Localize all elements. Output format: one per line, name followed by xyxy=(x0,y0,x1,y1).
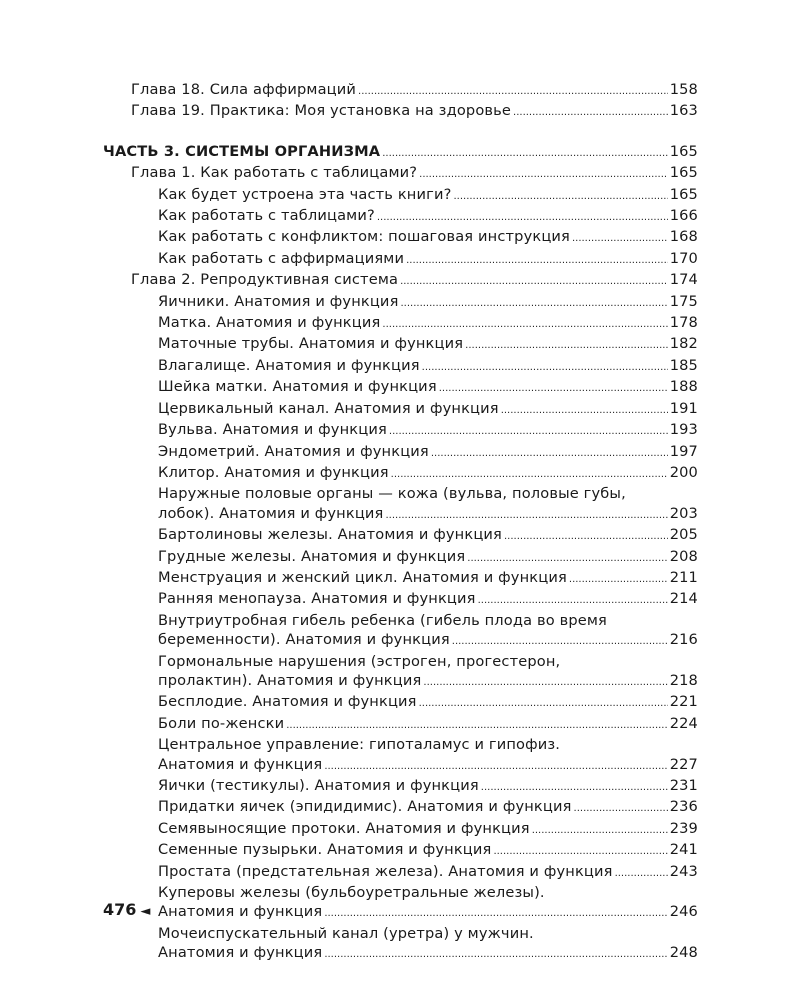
toc-section-entry[interactable] xyxy=(0,313,800,334)
toc-section-entry[interactable] xyxy=(0,504,800,525)
toc-entry-page: 203 xyxy=(669,504,698,522)
dot-leader xyxy=(419,692,668,713)
toc-section-entry[interactable] xyxy=(0,692,800,713)
toc-entry-lead-line xyxy=(0,652,800,671)
toc-entry-page: 158 xyxy=(669,81,698,98)
dot-leader xyxy=(422,356,668,377)
dot-leader xyxy=(504,525,668,546)
toc-entry-page: 241 xyxy=(669,841,698,859)
toc-entry-title: Цервикальный канал. Анатомия и функция xyxy=(158,399,499,417)
toc-entry-page: 163 xyxy=(669,102,698,120)
toc-section-entry[interactable] xyxy=(0,399,800,420)
toc-section-entry[interactable] xyxy=(0,589,800,610)
dot-leader xyxy=(400,270,668,291)
left-arrow-icon: ◄ xyxy=(140,904,151,919)
toc-section-entry[interactable] xyxy=(0,547,800,568)
toc-chapter-entry[interactable] xyxy=(0,101,800,122)
dot-leader xyxy=(532,819,668,840)
dot-leader xyxy=(572,227,668,248)
toc-entry-title: Влагалище. Анатомия и функция xyxy=(158,356,420,374)
toc-entry-page: 185 xyxy=(669,356,698,374)
dot-leader xyxy=(615,862,668,883)
dot-leader xyxy=(439,377,668,398)
toc-section-entry[interactable] xyxy=(0,819,800,840)
toc-section-entry[interactable] xyxy=(0,840,800,861)
toc-entry-title: Анатомия и функция xyxy=(158,755,323,773)
dot-leader xyxy=(382,142,667,163)
toc-entry-title: Глава 18. Сила аффирмаций xyxy=(131,81,357,98)
dot-leader xyxy=(419,163,668,184)
toc-section-entry[interactable] xyxy=(0,568,800,589)
dot-leader xyxy=(377,206,668,227)
toc-entry-title: Шейка матки. Анатомия и функция xyxy=(158,378,437,396)
toc-entry-page: 188 xyxy=(669,378,698,396)
toc-entry-title: Боли по-женски xyxy=(158,714,285,732)
dot-leader xyxy=(382,313,667,334)
toc-entry-page: 211 xyxy=(669,568,698,586)
dot-leader xyxy=(465,334,668,355)
toc-entry-page: 170 xyxy=(669,249,698,267)
toc-section-entry[interactable] xyxy=(0,630,800,651)
toc-entry-lead-line xyxy=(0,924,800,943)
toc-entry-page: 218 xyxy=(669,671,698,689)
dot-leader xyxy=(391,463,668,484)
dot-leader xyxy=(406,249,668,270)
toc-entry-lead-text: Наружные половые органы — кожа (вульва, половые губы, xyxy=(158,485,626,503)
toc-chapter-entry[interactable] xyxy=(0,163,800,184)
toc-entry-page: 205 xyxy=(669,526,698,544)
toc-entry-lead-line xyxy=(0,611,800,630)
toc-entry-title: Грудные железы. Анатомия и функция xyxy=(158,547,466,565)
toc-entry-page: 236 xyxy=(669,798,698,816)
toc-entry-title: пролактин). Анатомия и функция xyxy=(158,671,422,689)
toc-entry-page: 231 xyxy=(669,777,698,794)
toc-section-entry[interactable] xyxy=(0,943,800,964)
toc-entry-title: Простата (предстательная железа). Анатомия и функция xyxy=(158,862,613,880)
toc-entry-page: 224 xyxy=(669,714,698,732)
dot-leader xyxy=(478,589,668,610)
dot-leader xyxy=(358,80,668,101)
toc-entry-title: Анатомия и функция xyxy=(158,944,323,962)
toc-section-entry[interactable] xyxy=(0,776,800,797)
toc-entry-title: беременности). Анатомия и функция xyxy=(158,631,450,649)
table-of-contents xyxy=(0,80,800,965)
toc-entry-title: Как работать с аффирмациями xyxy=(158,249,405,267)
toc-entry-title: Как работать с таблицами? xyxy=(158,207,375,225)
toc-entry-title: Анатомия и функция xyxy=(158,903,323,921)
toc-entry-title: Глава 1. Как работать с таблицами? xyxy=(131,164,418,182)
dot-leader xyxy=(389,420,668,441)
toc-entry-lead-line xyxy=(0,484,800,503)
toc-entry-page: 197 xyxy=(669,442,698,460)
page-footer xyxy=(103,900,150,919)
dot-leader xyxy=(513,101,668,122)
toc-entry-title: лобок). Анатомия и функция xyxy=(158,504,384,522)
page-number: 476 xyxy=(103,900,137,919)
toc-entry-page: 214 xyxy=(669,590,698,608)
toc-entry-page: 168 xyxy=(669,228,698,246)
toc-section-entry[interactable] xyxy=(0,463,800,484)
dot-leader xyxy=(324,755,667,776)
toc-part-heading[interactable] xyxy=(0,142,800,163)
toc-entry-page: 239 xyxy=(669,819,698,837)
toc-section-entry[interactable] xyxy=(0,755,800,776)
dot-leader xyxy=(401,292,668,313)
toc-entry-page: 193 xyxy=(669,421,698,439)
toc-entry-page: 165 xyxy=(669,142,698,160)
toc-entry-title: Менструация и женский цикл. Анатомия и функция xyxy=(158,568,567,586)
toc-entry-page: 221 xyxy=(669,693,698,711)
toc-entry-title: Бесплодие. Анатомия и функция xyxy=(158,693,417,711)
toc-entry-page: 175 xyxy=(669,292,698,310)
toc-entry-title: Матка. Анатомия и функция xyxy=(158,314,381,332)
toc-entry-page: 243 xyxy=(669,862,698,880)
toc-entry-title: Бартолиновы железы. Анатомия и функция xyxy=(158,526,502,544)
toc-entry-lead-text: Мочеиспускательный канал (уретра) у мужчин. xyxy=(158,924,534,942)
toc-entry-title: Вульва. Анатомия и функция xyxy=(158,421,387,439)
toc-entry-lead-text: Гормональные нарушения (эстроген, прогестерон, xyxy=(158,652,561,670)
toc-section-entry[interactable] xyxy=(0,292,800,313)
toc-entry-page: 216 xyxy=(669,631,698,649)
toc-entry-page: 191 xyxy=(669,399,698,417)
toc-entry-title: Яички (тестикулы). Анатомия и функция xyxy=(158,777,479,794)
dot-leader xyxy=(452,630,668,651)
toc-entry-title: Эндометрий. Анатомия и функция xyxy=(158,442,429,460)
dot-leader xyxy=(493,840,667,861)
dot-leader xyxy=(467,547,667,568)
toc-entry-title: Клитор. Анатомия и функция xyxy=(158,463,389,481)
dot-leader xyxy=(423,671,667,692)
toc-entry-page: 227 xyxy=(669,755,698,773)
dot-leader xyxy=(453,185,667,206)
toc-section-entry[interactable] xyxy=(0,377,800,398)
toc-entry-title: Глава 19. Практика: Моя установка на здоровье xyxy=(131,102,512,120)
toc-section-entry[interactable] xyxy=(0,206,800,227)
toc-entry-page: 166 xyxy=(669,207,698,225)
toc-entry-title: Как будет устроена эта часть книги? xyxy=(158,185,452,203)
toc-entry-lead-text: Куперовы железы (бульбоуретральные железы). xyxy=(158,884,545,902)
dot-leader xyxy=(574,797,668,818)
dot-leader xyxy=(501,399,668,420)
toc-section-entry[interactable] xyxy=(0,714,800,735)
toc-entry-page: 174 xyxy=(669,271,698,289)
toc-entry-lead-line xyxy=(0,735,800,754)
dot-leader xyxy=(324,943,667,964)
toc-entry-page: 248 xyxy=(669,944,698,962)
toc-section-entry[interactable] xyxy=(0,797,800,818)
toc-entry-page: 182 xyxy=(669,335,698,353)
toc-section-entry[interactable] xyxy=(0,862,800,883)
toc-section-entry[interactable] xyxy=(0,442,800,463)
toc-section-entry[interactable] xyxy=(0,249,800,270)
toc-entry-title: Ранняя менопауза. Анатомия и функция xyxy=(158,590,476,608)
toc-chapter-entry[interactable] xyxy=(0,80,800,101)
dot-leader xyxy=(385,504,667,525)
toc-entry-lead-text: Внутриутробная гибель ребенка (гибель плода во время xyxy=(158,611,607,629)
toc-entry-page: 178 xyxy=(669,314,698,332)
toc-entry-title: Маточные трубы. Анатомия и функция xyxy=(158,335,464,353)
toc-section-entry[interactable] xyxy=(0,227,800,248)
toc-entry-title: Яичники. Анатомия и функция xyxy=(158,292,399,310)
dot-leader xyxy=(324,902,667,923)
toc-entry-page: 165 xyxy=(669,164,698,182)
toc-section-entry[interactable] xyxy=(0,671,800,692)
toc-entry-lead-text: Центральное управление: гипоталамус и гипофиз. xyxy=(158,736,561,754)
toc-entry-title: ЧАСТЬ 3. СИСТЕМЫ ОРГАНИЗМА xyxy=(103,142,381,160)
toc-entry-title: Придатки яичек (эпидидимис). Анатомия и функция xyxy=(158,798,572,816)
toc-chapter-entry[interactable] xyxy=(0,270,800,291)
toc-section-entry[interactable] xyxy=(0,185,800,206)
toc-entry-page: 208 xyxy=(669,547,698,565)
toc-entry-title: Семявыносящие протоки. Анатомия и функция xyxy=(158,819,530,837)
toc-entry-page: 165 xyxy=(669,185,698,203)
dot-leader xyxy=(569,568,668,589)
toc-section-entry[interactable] xyxy=(0,334,800,355)
toc-section-entry[interactable] xyxy=(0,356,800,377)
toc-entry-title: Семенные пузырьки. Анатомия и функция xyxy=(158,841,492,859)
toc-entry-page: 246 xyxy=(669,903,698,921)
toc-entry-page: 200 xyxy=(669,463,698,481)
dot-leader xyxy=(286,714,667,735)
toc-entry-title: Как работать с конфликтом: пошаговая инструкция xyxy=(158,228,570,246)
dot-leader xyxy=(431,442,668,463)
toc-section-entry[interactable] xyxy=(0,420,800,441)
dot-leader xyxy=(481,776,668,797)
toc-entry-title: Глава 2. Репродуктивная система xyxy=(131,271,399,289)
toc-section-entry[interactable] xyxy=(0,525,800,546)
